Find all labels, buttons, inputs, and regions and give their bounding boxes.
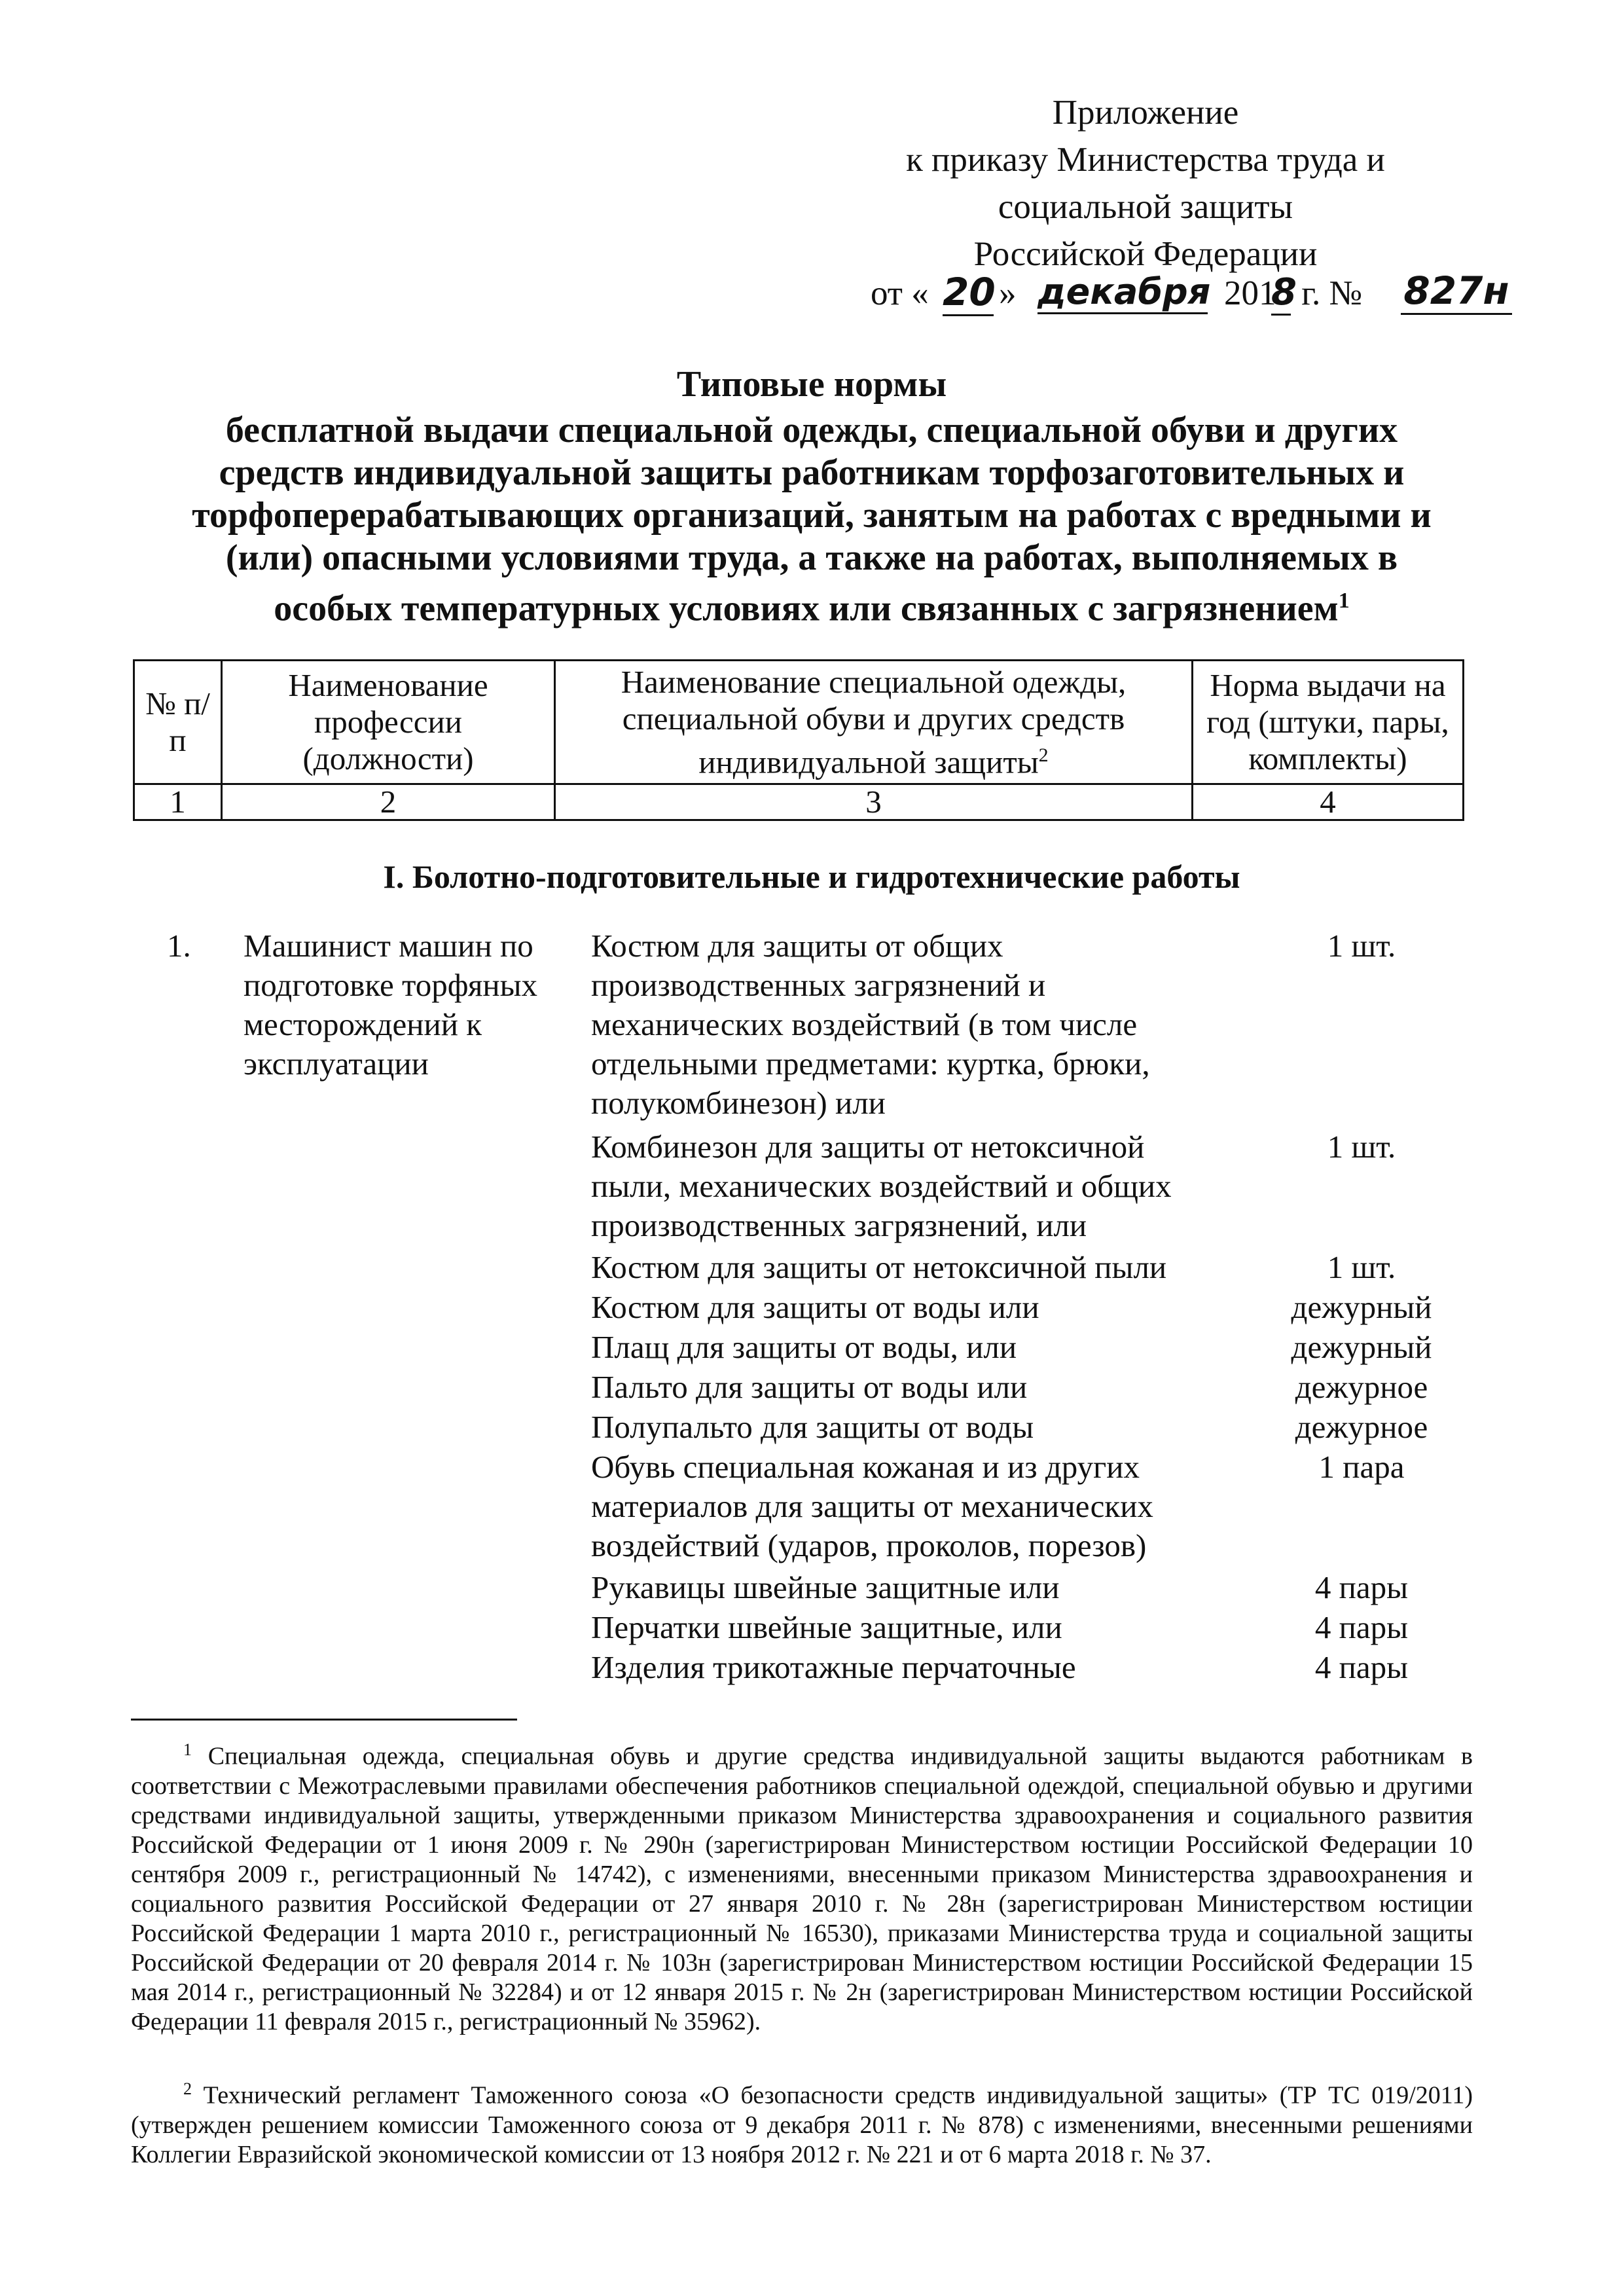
- item-name: Рукавицы швейные защитные или: [591, 1569, 1060, 1605]
- footnote-1-text: Специальная одежда, специальная обувь и другие средства индивидуальной защиты выдаются работникам в соответствии с Межотраслевыми правилами обеспечения работников специальной одеждой, специальной обувью и другими средствами индивидуальной защиты, утвержденными приказом Министерства здравоохранения и социального развития Российской Федерации от 1 июня 2009 г. № 290н (зарегистрирован Министерством юстиции Российской Федерации 10 сентября 2009 г., регистрационный № 14742), с изменениями, внесенными приказом Министерства здравоохранения и социального развития Российской Федерации от 27 января 2010 г. № 28н (зарегистрирован Министерством юстиции Российской Федерации 1 марта 2010 г., регистрационный № 16530), приказами Министерства труда и социальной защиты Российской Федерации от 20 февраля 2014 г. № 103н (зарегистрирован Министерством юстиции Российской Федерации 15 мая 2014 г., регистрационный № 32284) и от 12 января 2015 г. № 2н (зарегистрирован Министерством юстиции Российской Федерации 11 февраля 2015 г., регистрационный № 35962).: [131, 1742, 1473, 2035]
- federation-line: Российской Федерации: [973, 235, 1318, 273]
- title-line-2: бесплатной выдачи специальной одежды, специальной обуви и других: [225, 410, 1398, 450]
- item-norm: дежурное: [1295, 1409, 1428, 1445]
- item-norm: дежурный: [1291, 1329, 1432, 1365]
- item-name: Костюм для защиты от общих производственных загрязнений и механических воздействий (в том числе отдельными предметами: куртка, брюки, полукомбинезон) или: [591, 928, 1150, 1121]
- item-name: Обувь специальная кожаная и из других материалов для защиты от механических воздействий (ударов, проколов, порезов): [591, 1449, 1153, 1563]
- item-norm: 1 пара: [1318, 1449, 1405, 1485]
- appendix-label: Приложение: [1052, 94, 1239, 132]
- footnote-ref-2: 2: [1038, 744, 1049, 766]
- item-norm: дежурный: [1291, 1289, 1432, 1325]
- year-suffix: г. №: [1293, 274, 1363, 312]
- footnote-ref-1: 1: [1338, 589, 1350, 613]
- year-prefix: 201: [1224, 274, 1276, 312]
- date-prefix: от «: [871, 274, 929, 312]
- item-norm: 1 шт.: [1327, 1249, 1396, 1285]
- item-name: Костюм для защиты от нетоксичной пыли: [591, 1249, 1167, 1285]
- title-line-5: (или) опасными условиями труда, а также на работах, выполняемых в: [225, 538, 1398, 578]
- footnote-1: [131, 1735, 1473, 2037]
- item-name: Перчатки швейные защитные, или: [591, 1609, 1062, 1645]
- col-norm-index: 4: [1193, 784, 1464, 820]
- item-name: Костюм для защиты от воды или: [591, 1289, 1039, 1325]
- item-name: Изделия трикотажные перчаточные: [591, 1649, 1076, 1685]
- col-number-index: 1: [134, 784, 222, 820]
- footnote-2-marker: 2: [183, 2079, 192, 2098]
- footnote-2: [131, 2074, 1473, 2170]
- col-number-header: № п/п: [134, 661, 222, 784]
- handwritten-day: 20: [943, 270, 994, 316]
- col-profession-header: Наименование профессии (должности): [222, 661, 555, 784]
- item-norm: 1 шт.: [1327, 928, 1396, 964]
- row-number: 1.: [167, 928, 191, 964]
- order-ref-line: к приказу Министерства труда и: [906, 141, 1385, 179]
- col-profession-index: 2: [222, 784, 555, 820]
- col-equipment-index: 3: [555, 784, 1193, 820]
- item-name: Плащ для защиты от воды, или: [591, 1329, 1017, 1365]
- section-heading: I. Болотно-подготовительные и гидротехнические работы: [383, 858, 1240, 895]
- title-line-6-text: особых температурных условиях или связанных с загрязнением: [274, 588, 1339, 629]
- title-main: Типовые нормы: [676, 364, 947, 405]
- footnote-2-text: Технический регламент Таможенного союза «О безопасности средств индивидуальной защиты» (ТР ТС 019/2011) (утвержден решением комиссии Таможенного союза от 9 декабря 2011 г. № 878) с изменениями, внесенными решениями Коллегии Евразийской экономической комиссии от 13 ноября 2012 г. № 221 и от 6 марта 2018 г. № 37.: [131, 2081, 1473, 2168]
- item-norm: 4 пары: [1314, 1569, 1409, 1605]
- title-line-4: торфоперерабатывающих организаций, занятым на работах с вредными и: [192, 495, 1432, 536]
- item-name: Пальто для защиты от воды или: [591, 1369, 1028, 1405]
- order-date-line: [871, 268, 1525, 339]
- col-equipment-header-text: Наименование специальной одежды, специальной обуви и других средств индивидуальной защиты: [621, 664, 1127, 780]
- item-norm: 4 пары: [1314, 1649, 1409, 1685]
- title-line-6: [131, 579, 1492, 630]
- item-name: Полупальто для защиты от воды: [591, 1409, 1034, 1445]
- handwritten-year-digit: 8: [1271, 271, 1291, 316]
- item-norm: 1 шт.: [1327, 1129, 1396, 1165]
- row-profession: Машинист машин по подготовке торфяных месторождений к эксплуатации: [244, 928, 538, 1082]
- item-name: Комбинезон для защиты от нетоксичной пыли, механических воздействий и общих производственных загрязнений, или: [591, 1129, 1172, 1243]
- handwritten-month: декабря: [1038, 271, 1208, 314]
- norms-table-header: [133, 659, 1464, 821]
- handwritten-order-number: 827н: [1401, 268, 1512, 315]
- col-norm-header: Норма выдачи на год (штуки, пары, комплекты): [1193, 661, 1464, 784]
- col-equipment-header: [555, 661, 1193, 784]
- footnote-1-marker: 1: [183, 1740, 192, 1759]
- date-mid: »: [999, 274, 1017, 312]
- item-norm: дежурное: [1295, 1369, 1428, 1405]
- title-line-3: средств индивидуальной защиты работникам торфозаготовительных и: [219, 452, 1405, 493]
- footnote-separator: [131, 1719, 517, 1721]
- ministry-line: социальной защиты: [998, 188, 1293, 226]
- item-norm: 4 пары: [1314, 1609, 1409, 1645]
